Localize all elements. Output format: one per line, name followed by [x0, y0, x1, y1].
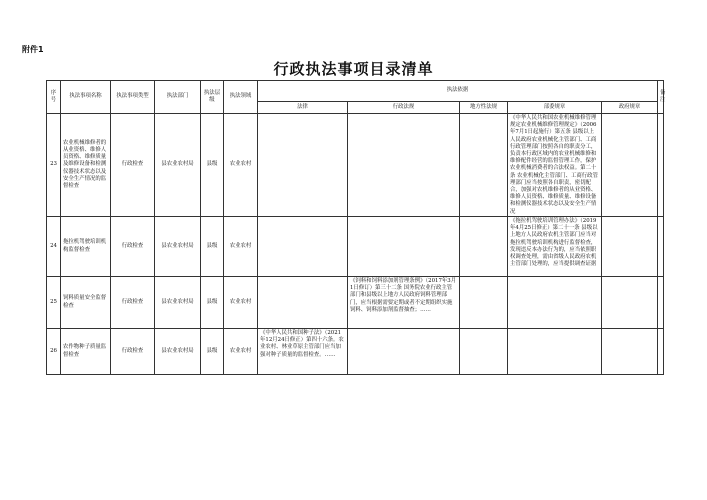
cell-remark: [658, 217, 664, 277]
cell-item-type: 行政检查: [111, 217, 155, 277]
cell-item-type: 行政检查: [111, 114, 155, 217]
cell-law: [258, 217, 348, 277]
cell-dept-rule: [508, 217, 602, 277]
header-dept: 执法部门: [155, 81, 201, 114]
header-law: 法律: [258, 102, 348, 114]
cell-item-name: 饲料质量安全监督检查: [61, 277, 111, 329]
cell-local-reg: [460, 114, 508, 217]
cell-dept-rule: [508, 277, 602, 329]
header-basis: 执法依据: [258, 81, 658, 102]
header-level: 执法层级: [201, 81, 224, 114]
table-row: [47, 277, 664, 329]
cell-law: [258, 114, 348, 217]
cell-item-type: 行政检查: [111, 277, 155, 329]
cell-dept: 县农业农村局: [155, 329, 201, 375]
cell-gov-rule: [602, 114, 658, 217]
page-title: 行政执法事项目录清单: [273, 60, 434, 78]
cell-item-type: 行政检查: [111, 329, 155, 375]
header-local-reg: 地方性法规: [460, 102, 508, 114]
cell-remark: [658, 277, 664, 329]
cell-local-reg: [460, 217, 508, 277]
cell-item-name: 农业机械维修者的从业资格、维修人员资格、维修质量及维修设备和检测仪器技术状态以及安全生产情况的监督检查: [61, 114, 111, 217]
cell-law: [258, 329, 348, 375]
table-row: [47, 329, 664, 375]
cell-item-name: 拖拉机驾驶培训机构监督检查: [61, 217, 111, 277]
header-gov-rule: 政府规章: [602, 102, 658, 114]
cell-level: 县级: [201, 277, 224, 329]
table-row: [47, 114, 664, 217]
cell-seq: 26: [47, 329, 61, 375]
cell-dept-rule: [508, 329, 602, 375]
cell-seq: 24: [47, 217, 61, 277]
header-field: 执法领域: [224, 81, 258, 114]
cell-level: 县级: [201, 217, 224, 277]
cell-law: [258, 277, 348, 329]
cell-level: 县级: [201, 114, 224, 217]
cell-admin-reg: [348, 217, 460, 277]
header-item-name: 执法事项名称: [61, 81, 111, 114]
header-admin-reg: 行政法规: [348, 102, 460, 114]
cell-seq: 25: [47, 277, 61, 329]
header-seq: 序号: [47, 81, 61, 114]
cell-dept-rule: [508, 114, 602, 217]
cell-remark: [658, 329, 664, 375]
cell-field: 农业农村: [224, 217, 258, 277]
cell-admin-reg: [348, 114, 460, 217]
enforcement-table: [46, 80, 664, 375]
cell-field: 农业农村: [224, 329, 258, 375]
cell-field: 农业农村: [224, 277, 258, 329]
cell-gov-rule: [602, 329, 658, 375]
header-dept-rule: 部委规章: [508, 102, 602, 114]
cell-admin-reg: [348, 329, 460, 375]
cell-dept: 县农业农村局: [155, 277, 201, 329]
cell-level: 县级: [201, 329, 224, 375]
cell-item-name: 农作物种子质量监督检查: [61, 329, 111, 375]
admin-reg-text: 《饲料和饲料添加剂管理条例》（2017年3月1日修订）第三十二条 国务院农业行政主管部门和县级以上地方人民政府饲料管理部门，应当根据需要定期或者不定期组织实施饲料、饲料添加剂监督抽查；……: [350, 278, 457, 313]
cell-remark: [658, 114, 664, 217]
cell-local-reg: [460, 277, 508, 329]
law-text: 《中华人民共和国种子法》（2021年12月24日修正）第四十六条。农业农村、林业草原主管部门应当加强对种子质量的监督检查。……: [260, 330, 344, 358]
cell-dept: 县农业农村局: [155, 217, 201, 277]
cell-dept: 县农业农村局: [155, 114, 201, 217]
header-item-type: 执法事项类型: [111, 81, 155, 114]
header-remark: 备注: [658, 81, 664, 114]
cell-gov-rule: [602, 217, 658, 277]
cell-local-reg: [460, 329, 508, 375]
table-row: [47, 217, 664, 277]
attachment-label: 附件1: [22, 45, 44, 54]
dept-rule-text: 《中华人民共和国农业机械维修管理规定农业机械维修管理规定》（2006年7月1日起施行）第五条 县级以上人民政府农业机械化主管部门、工商行政管理部门按照各自的职责分工，负责本行政区域内的农业机械维修和维修配件经营的监督管理工作，保护农业机械消费者的合法权益。第二十条 农业机械化主管部门、工商行政管理部门应当按照各自职责，密切配合，加强对农机维修者的从业资格、维修人员资格、维修质量、维修设备和检测仪器技术状态以及安全生产情况: [510, 115, 598, 215]
cell-seq: 23: [47, 114, 61, 217]
cell-gov-rule: [602, 277, 658, 329]
dept-rule-text: 《拖拉机驾驶培训管理办法》（2019年4月25日修正）第二十一条 县级以上地方人民政府农机主管部门应当对拖拉机驾驶培训机构进行监督检查，发现违反本办法行为的，应当依照职权调查处理，需由省级人民政府农机主管部门处理的，应当提供调查证据: [510, 218, 598, 268]
cell-admin-reg: [348, 277, 460, 329]
cell-field: 农业农村: [224, 114, 258, 217]
